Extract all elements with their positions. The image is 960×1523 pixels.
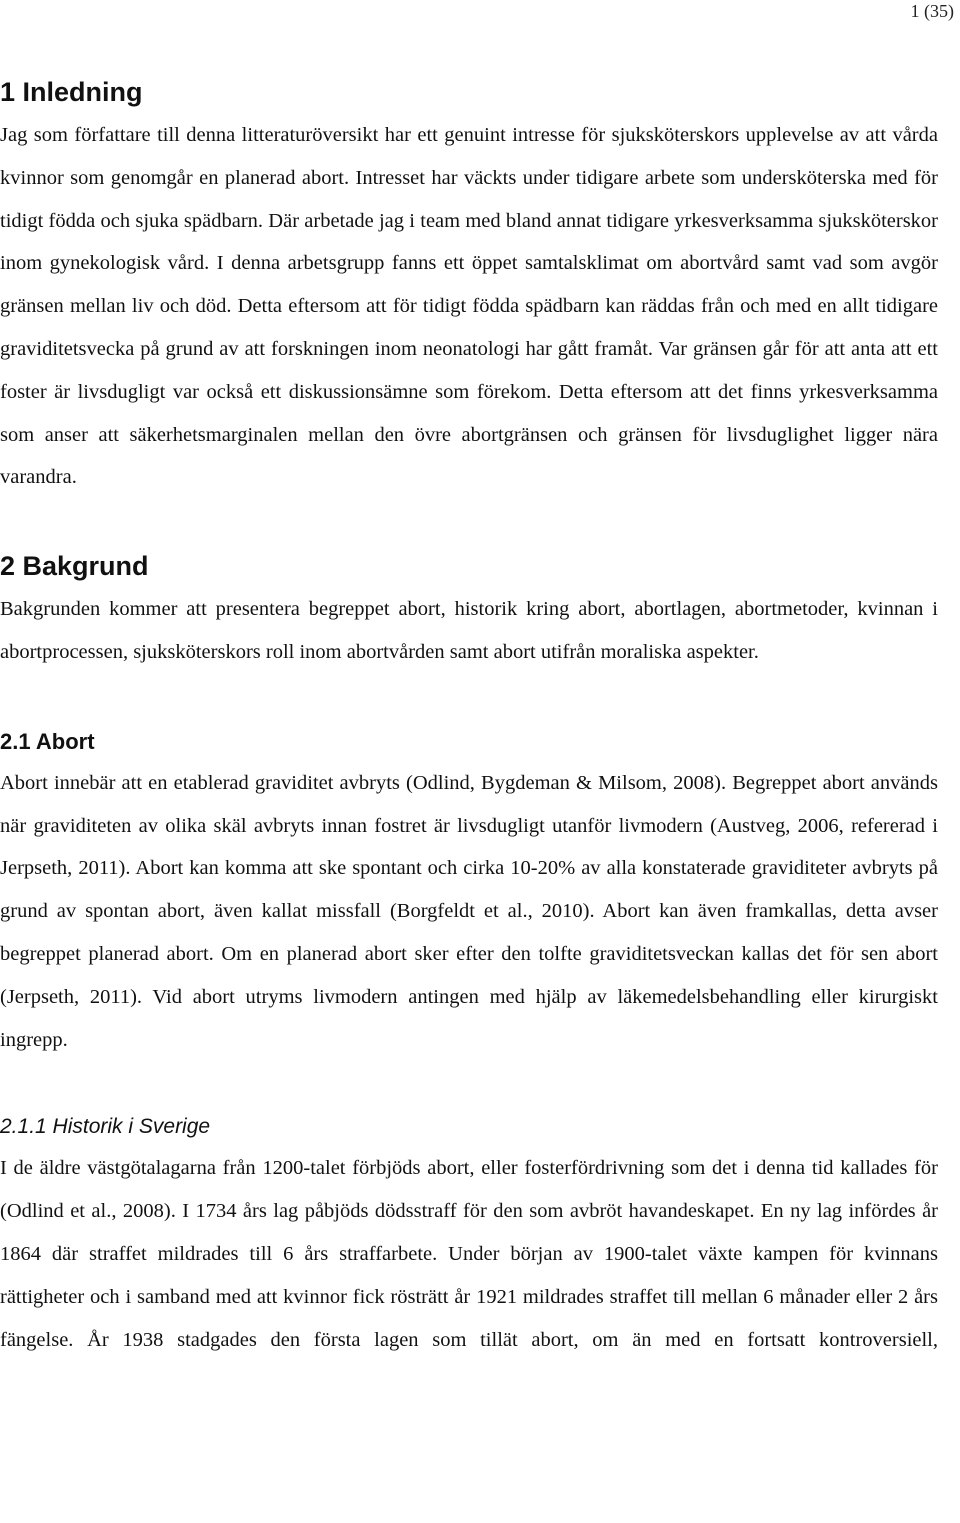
heading-historik: 2.1.1 Historik i Sverige [0, 1115, 211, 1139]
page-number: 1 (35) [910, 1, 954, 21]
heading-abort: 2.1 Abort [0, 728, 95, 754]
paragraph-inledning: Jag som författare till denna litteraturöversikt har ett genuint intresse för sjuksköterskors upplevelse av att vårda kvinnor som genomgår en planerad abort. Intresset har väckts under tidigare arbete som undersköterska med för tidigt födda och sjuka spädbarn. Där arbetade jag i team med bland annat tidigare yrkesverksamma sjuksköterskor inom gynekologisk vård. I denna arbetsgrupp fanns ett öppet samtalsklimat om abortvård samt vad som avgör gränsen mellan liv och död. Detta eftersom att för tidigt födda spädbarn kan räddas från och med en allt tidigare graviditetsvecka på grund av att forskningen inom neonatologi har gått framåt. Var gränsen går för att anta att ett foster är livsdugligt var också ett diskussionsämne som förekom. Detta eftersom att det finns yrkesverksamma som anser att säkerhetsmarginalen mellan den övre abortgränsen och gränsen för livsduglighet ligger nära varandra. [0, 124, 938, 489]
paragraph-historik: I de äldre västgötalagarna från 1200-talet förbjöds abort, eller fosterfördrivning som det i denna tid kallades för (Odlind et al., 2008). I 1734 års lag påbjöds dödsstraff för den som avbröt havandeskapet. En ny lag infördes år 1864 där straffet mildrades till 6 års straffarbete. Under början av 1900-talet växte kampen för kvinnans rättigheter och i samband med att kvinnor fick rösträtt år 1921 mildrades straffet till mellan 6 månader eller 2 års fängelse. År 1938 stadgades den första lagen som tillät abort, om än med en fortsatt kontroversiell, [0, 1157, 938, 1351]
paragraph-bakgrund: Bakgrunden kommer att presentera begreppet abort, historik kring abort, abortlagen, abortmetoder, kvinnan i abortprocessen, sjuksköterskors roll inom abortvården samt abort utifrån moraliska aspekter. [0, 598, 938, 663]
document-body [0, 70, 938, 1361]
heading-bakgrund: 2 Bakgrund [0, 551, 149, 582]
heading-inledning: 1 Inledning [0, 77, 143, 107]
paragraph-abort: Abort innebär att en etablerad graviditet avbryts (Odlind, Bygdeman & Milsom, 2008). Begreppet abort används när graviditeten av olika skäl avbryts innan fostret är livsdugligt utanför livmodern (Austveg, 2006, refererad i Jerpseth, 2011). Abort kan komma att ske spontant och cirka 10-20% av alla konstaterade graviditeter avbryts på grund av spontan abort, även kallat missfall (Borgfeldt et al., 2010). Abort kan även framkallas, detta avser begreppet planerad abort. Om en planerad abort sker efter den tolfte graviditetsveckan kallas det för sen abort (Jerpseth, 2011). Vid abort utryms livmodern antingen med hjälp av läkemedelsbehandling eller kirurgiskt ingrepp. [0, 771, 938, 1051]
